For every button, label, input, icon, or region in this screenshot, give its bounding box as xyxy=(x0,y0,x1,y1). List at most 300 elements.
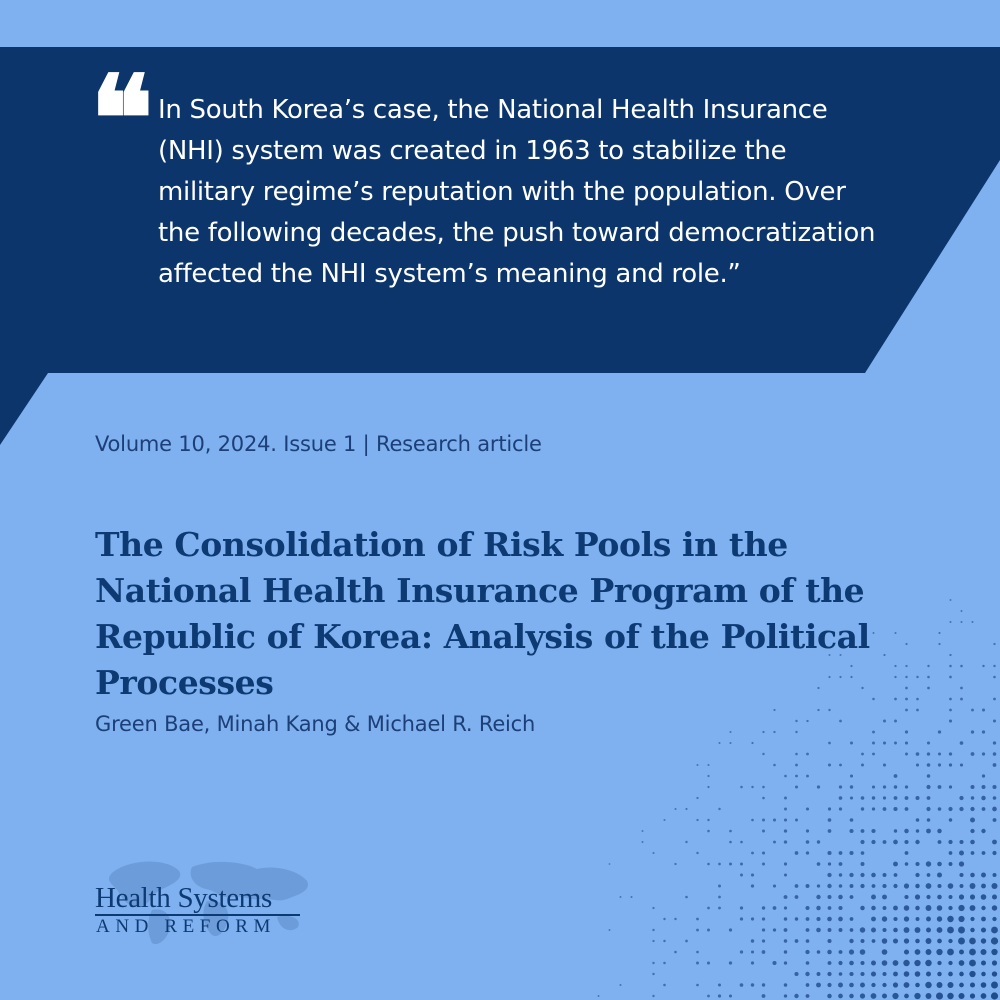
halftone-dot xyxy=(949,818,952,821)
halftone-dot xyxy=(784,840,787,843)
halftone-dot xyxy=(904,994,909,999)
halftone-dot xyxy=(839,873,842,876)
halftone-dot xyxy=(937,961,941,965)
halftone-dot xyxy=(849,983,854,988)
halftone-dot xyxy=(949,763,952,766)
halftone-dot xyxy=(795,939,799,943)
halftone-dot xyxy=(773,906,777,910)
halftone-dot xyxy=(937,905,943,911)
halftone-dot xyxy=(762,928,765,931)
halftone-dot xyxy=(773,884,776,887)
halftone-dot xyxy=(905,796,909,800)
halftone-dot xyxy=(839,972,843,976)
halftone-dot xyxy=(937,895,942,900)
halftone-dot xyxy=(861,961,865,965)
halftone-dot xyxy=(958,993,964,999)
halftone-dot xyxy=(828,742,831,745)
halftone-dot xyxy=(914,993,920,999)
halftone-dot xyxy=(971,796,974,799)
halftone-dot xyxy=(926,829,931,834)
halftone-dot xyxy=(882,938,888,944)
halftone-dot xyxy=(652,929,654,931)
halftone-dot xyxy=(981,829,985,833)
halftone-dot xyxy=(905,807,909,811)
halftone-dot xyxy=(827,972,831,976)
halftone-dot xyxy=(947,949,954,956)
halftone-dot xyxy=(915,949,921,955)
halftone-dot xyxy=(806,829,809,832)
halftone-dot xyxy=(806,961,810,965)
halftone-dot xyxy=(937,873,942,878)
halftone-dot xyxy=(696,918,699,921)
halftone-dot xyxy=(915,939,920,944)
halftone-dot xyxy=(993,741,996,744)
halftone-dot xyxy=(861,939,865,943)
halftone-dot xyxy=(958,938,965,945)
halftone-dot xyxy=(926,971,931,976)
halftone-dot xyxy=(936,992,943,999)
halftone-dot xyxy=(784,895,788,899)
halftone-dot xyxy=(663,819,665,821)
halftone-dot xyxy=(971,621,973,623)
halftone-dot xyxy=(839,851,843,855)
halftone-dot xyxy=(816,895,820,899)
halftone-dot xyxy=(925,982,931,988)
halftone-dot xyxy=(784,939,787,942)
halftone-dot xyxy=(839,928,843,932)
halftone-dot xyxy=(773,731,775,733)
halftone-dot xyxy=(751,742,753,744)
halftone-dot xyxy=(839,807,842,810)
halftone-dot xyxy=(685,940,688,943)
halftone-dot xyxy=(784,983,788,987)
halftone-dot xyxy=(740,841,743,844)
halftone-dot xyxy=(958,905,964,911)
halftone-dot xyxy=(827,950,832,955)
halftone-dot xyxy=(949,719,952,722)
halftone-dot xyxy=(729,742,731,744)
halftone-dot xyxy=(850,818,854,822)
halftone-dot xyxy=(982,807,986,811)
halftone-dot xyxy=(860,927,865,932)
halftone-dot xyxy=(992,971,997,976)
halftone-dot xyxy=(938,753,941,756)
halftone-dot xyxy=(915,983,920,988)
halftone-dot xyxy=(926,917,931,922)
halftone-dot xyxy=(993,796,997,800)
halftone-dot xyxy=(827,873,831,877)
halftone-dot xyxy=(663,962,666,965)
halftone-dot xyxy=(850,796,853,799)
halftone-dot xyxy=(729,731,731,733)
halftone-dot xyxy=(850,895,854,899)
halftone-dot xyxy=(991,982,998,989)
halftone-dot xyxy=(784,906,787,909)
pull-quote: In South Korea’s case, the National Health Insurance (NHI) system was created in 1963 to stabilize the military regime’s reputation with the population. Over the following decades, the push toward democratization affected the NHI system’s meaning and role.” xyxy=(158,95,876,289)
halftone-dot xyxy=(663,918,665,920)
halftone-dot xyxy=(784,961,787,964)
halftone-dot xyxy=(861,862,865,866)
halftone-dot xyxy=(904,938,909,943)
halftone-dot xyxy=(828,906,832,910)
halftone-dot xyxy=(663,984,666,987)
halftone-dot xyxy=(838,961,842,965)
halftone-dot xyxy=(609,929,611,931)
halftone-dot xyxy=(981,884,986,889)
halftone-dot xyxy=(969,949,976,956)
halftone-dot xyxy=(652,973,654,975)
halftone-dot xyxy=(904,949,909,954)
halftone-dot xyxy=(937,916,942,921)
halftone-dot xyxy=(970,905,976,911)
halftone-dot xyxy=(927,818,931,822)
halftone-dot xyxy=(828,895,832,899)
halftone-dot xyxy=(784,818,787,821)
halftone-dot xyxy=(970,917,974,921)
halftone-dot xyxy=(794,994,798,998)
halftone-dot xyxy=(762,906,765,909)
halftone-dot xyxy=(991,927,998,934)
halftone-dot xyxy=(992,807,997,812)
halftone-dot xyxy=(970,873,975,878)
halftone-dot xyxy=(959,950,964,955)
halftone-dot xyxy=(958,916,964,922)
halftone-dot xyxy=(850,928,854,932)
halftone-dot xyxy=(817,840,820,843)
halftone-dot xyxy=(948,807,952,811)
halftone-dot xyxy=(927,752,930,755)
halftone-dot xyxy=(674,863,676,865)
halftone-dot xyxy=(729,994,732,997)
halftone-dot xyxy=(915,884,919,888)
halftone-dot xyxy=(839,720,842,723)
logo-title-line: Health Systems xyxy=(95,882,273,914)
halftone-dot xyxy=(992,894,997,899)
halftone-dot xyxy=(751,951,754,954)
halftone-dot xyxy=(696,951,699,954)
halftone-dot xyxy=(926,883,932,889)
halftone-dot xyxy=(993,643,995,645)
halftone-dot xyxy=(894,873,898,877)
halftone-dot xyxy=(751,884,754,887)
halftone-dot xyxy=(947,993,953,999)
halftone-dot xyxy=(827,939,831,943)
halftone-dot xyxy=(949,862,953,866)
halftone-dot xyxy=(905,741,908,744)
halftone-dot xyxy=(949,709,952,712)
halftone-dot xyxy=(872,796,875,799)
halftone-dot xyxy=(751,961,754,964)
halftone-dot xyxy=(959,960,965,966)
halftone-dot xyxy=(949,752,952,755)
halftone-dot xyxy=(861,796,865,800)
halftone-dot xyxy=(762,851,765,854)
halftone-dot xyxy=(992,840,997,845)
halftone-dot xyxy=(937,972,941,976)
halftone-dot xyxy=(696,962,699,965)
halftone-dot xyxy=(839,862,843,866)
halftone-dot xyxy=(892,993,898,999)
halftone-dot xyxy=(828,709,830,711)
halftone-dot xyxy=(938,785,942,789)
halftone-dot xyxy=(904,883,909,888)
halftone-dot xyxy=(871,971,876,976)
halftone-dot xyxy=(926,928,931,933)
halftone-dot xyxy=(927,741,930,744)
halftone-dot xyxy=(816,928,821,933)
halftone-dot xyxy=(970,993,975,998)
halftone-dot xyxy=(893,906,898,911)
halftone-dot xyxy=(937,939,942,944)
halftone-dot xyxy=(993,665,995,667)
halftone-dot xyxy=(915,873,919,877)
halftone-dot xyxy=(740,786,743,789)
halftone-dot xyxy=(938,840,942,844)
halftone-dot xyxy=(991,992,998,999)
halftone-dot xyxy=(948,906,952,910)
halftone-dot xyxy=(860,983,865,988)
halftone-dot xyxy=(883,785,886,788)
halftone-dot xyxy=(883,720,886,723)
halftone-dot xyxy=(981,972,986,977)
halftone-dot xyxy=(936,949,942,955)
halftone-dot xyxy=(882,916,887,921)
halftone-dot xyxy=(883,906,887,910)
halftone-dot xyxy=(762,950,766,954)
halftone-dot xyxy=(861,851,865,855)
halftone-dot xyxy=(784,775,787,778)
halftone-dot xyxy=(652,940,654,942)
halftone-dot xyxy=(959,851,964,856)
halftone-dot xyxy=(849,873,853,877)
halftone-dot xyxy=(795,884,799,888)
article-title: The Consolidation of Risk Pools in the National Health Insurance Program of the Republic of Korea: Analysis of the Political Processes xyxy=(95,525,870,702)
halftone-dot xyxy=(871,928,876,933)
halftone-dot xyxy=(882,895,887,900)
halftone-dot xyxy=(806,840,810,844)
halftone-dot xyxy=(849,829,853,833)
halftone-dot xyxy=(883,840,887,844)
halftone-dot xyxy=(948,972,953,977)
halftone-dot xyxy=(981,796,985,800)
halftone-dot xyxy=(685,808,687,810)
halftone-dot xyxy=(827,851,831,855)
halftone-dot xyxy=(883,741,886,744)
halftone-dot xyxy=(916,818,920,822)
halftone-dot xyxy=(937,982,943,988)
halftone-dot xyxy=(992,785,996,789)
halftone-dot xyxy=(947,916,954,923)
halftone-dot xyxy=(882,994,887,999)
halftone-dot xyxy=(927,774,931,778)
halftone-dot xyxy=(904,927,910,933)
halftone-dot xyxy=(949,851,953,855)
halftone-dot xyxy=(751,819,754,822)
halftone-dot xyxy=(872,753,875,756)
halftone-dot xyxy=(620,896,622,898)
halftone-dot xyxy=(806,720,808,722)
halftone-dot xyxy=(784,994,787,997)
halftone-dot xyxy=(882,960,888,966)
halftone-dot xyxy=(849,972,853,976)
halftone-dot xyxy=(904,895,908,899)
halftone-dot xyxy=(904,905,910,911)
halftone-dot xyxy=(806,775,809,778)
halftone-dot xyxy=(882,949,888,955)
halftone-dot xyxy=(937,927,943,933)
halftone-dot xyxy=(839,796,843,800)
halftone-dot xyxy=(960,698,963,701)
halftone-dot xyxy=(905,851,909,855)
halftone-dot xyxy=(685,896,688,899)
halftone-dot xyxy=(674,951,677,954)
halftone-dot xyxy=(795,819,798,822)
halftone-dot xyxy=(893,862,898,867)
halftone-dot xyxy=(762,994,766,998)
halftone-dot xyxy=(816,906,820,910)
halftone-dot xyxy=(849,939,853,943)
halftone-dot xyxy=(806,983,810,987)
halftone-dot xyxy=(981,873,986,878)
halftone-dot xyxy=(619,984,621,986)
halftone-dot xyxy=(893,972,898,977)
halftone-dot xyxy=(959,840,963,844)
halftone-dot xyxy=(905,753,908,756)
halftone-dot xyxy=(872,807,875,810)
halftone-dot xyxy=(882,983,886,987)
halftone-dot xyxy=(827,917,832,922)
halftone-dot xyxy=(970,829,974,833)
halftone-dot xyxy=(795,917,798,920)
halftone-dot xyxy=(860,840,864,844)
halftone-dot xyxy=(740,874,743,877)
halftone-dot xyxy=(718,885,721,888)
halftone-dot xyxy=(707,995,710,998)
halftone-dot xyxy=(904,840,908,844)
halftone-dot xyxy=(894,829,897,832)
halftone-dot xyxy=(926,938,932,944)
halftone-dot xyxy=(663,940,665,942)
halftone-dot xyxy=(795,851,799,855)
halftone-dot xyxy=(947,927,954,934)
halftone-dot xyxy=(981,949,987,955)
halftone-dot xyxy=(993,873,997,877)
halftone-dot xyxy=(905,785,908,788)
halftone-dot xyxy=(817,785,820,788)
halftone-dot xyxy=(959,861,964,866)
halftone-dot xyxy=(914,960,920,966)
halftone-dot xyxy=(816,983,821,988)
halftone-dot xyxy=(927,873,931,877)
halftone-dot xyxy=(982,665,984,667)
halftone-dot xyxy=(903,960,909,966)
halftone-dot xyxy=(828,829,832,833)
halftone-dot xyxy=(872,731,875,734)
halftone-dot xyxy=(959,796,963,800)
halftone-dot xyxy=(696,984,699,987)
halftone-dot xyxy=(850,741,853,744)
halftone-dot xyxy=(970,982,975,987)
halftone-dot xyxy=(861,807,864,810)
halftone-dot xyxy=(817,950,821,954)
halftone-dot xyxy=(981,894,987,900)
halftone-dot xyxy=(762,819,765,822)
halftone-dot xyxy=(762,917,765,920)
halftone-dot xyxy=(981,982,987,988)
halftone-dot xyxy=(860,884,864,888)
halftone-dot xyxy=(729,928,732,931)
halftone-dot xyxy=(729,961,732,964)
halftone-dot xyxy=(598,995,600,997)
halftone-dot xyxy=(718,896,721,899)
halftone-dot xyxy=(993,763,997,767)
halftone-dot xyxy=(718,742,720,744)
halftone-dot xyxy=(981,927,986,932)
logo-subtitle-line: AND REFORM xyxy=(96,916,277,937)
halftone-dot xyxy=(849,994,853,998)
halftone-dot xyxy=(937,829,941,833)
halftone-dot xyxy=(696,797,698,799)
halftone-dot xyxy=(872,742,875,745)
halftone-dot xyxy=(905,730,908,733)
halftone-dot xyxy=(696,929,699,932)
halftone-dot xyxy=(959,894,964,899)
halftone-dot xyxy=(828,862,831,865)
halftone-dot xyxy=(762,983,765,986)
halftone-dot xyxy=(926,861,931,866)
halftone-dot xyxy=(993,752,997,756)
halftone-dot xyxy=(838,906,842,910)
halftone-dot xyxy=(882,884,886,888)
halftone-dot xyxy=(740,906,743,909)
halftone-dot xyxy=(904,829,908,833)
halftone-dot xyxy=(860,972,864,976)
halftone-dot xyxy=(751,983,754,986)
halftone-dot xyxy=(926,905,932,911)
halftone-dot xyxy=(971,730,974,733)
halftone-dot xyxy=(915,796,919,800)
halftone-dot xyxy=(872,884,876,888)
halftone-dot xyxy=(751,917,754,920)
halftone-dot xyxy=(849,851,853,855)
halftone-dot xyxy=(816,917,820,921)
halftone-dot xyxy=(773,841,776,844)
halftone-dot xyxy=(982,851,986,855)
halftone-dot xyxy=(970,883,976,889)
halftone-dot xyxy=(971,851,975,855)
halftone-dot xyxy=(838,917,843,922)
halftone-dot xyxy=(828,928,832,932)
halftone-dot xyxy=(784,950,787,953)
halftone-dot xyxy=(860,949,866,955)
halftone-dot xyxy=(740,863,743,866)
halftone-dot xyxy=(806,753,809,756)
halftone-dot xyxy=(861,829,865,833)
halftone-dot xyxy=(961,610,963,612)
halftone-dot xyxy=(926,807,930,811)
halftone-dot xyxy=(916,763,919,766)
halftone-dot xyxy=(740,983,744,987)
open-double-quote-icon: ❝ xyxy=(90,49,154,188)
halftone-dot xyxy=(926,895,930,899)
halftone-dot xyxy=(894,742,897,745)
halftone-dot xyxy=(938,730,941,733)
halftone-dot xyxy=(839,884,843,888)
halftone-dot xyxy=(817,884,820,887)
halftone-dot xyxy=(762,786,765,789)
halftone-dot xyxy=(948,840,952,844)
halftone-dot xyxy=(794,972,798,976)
